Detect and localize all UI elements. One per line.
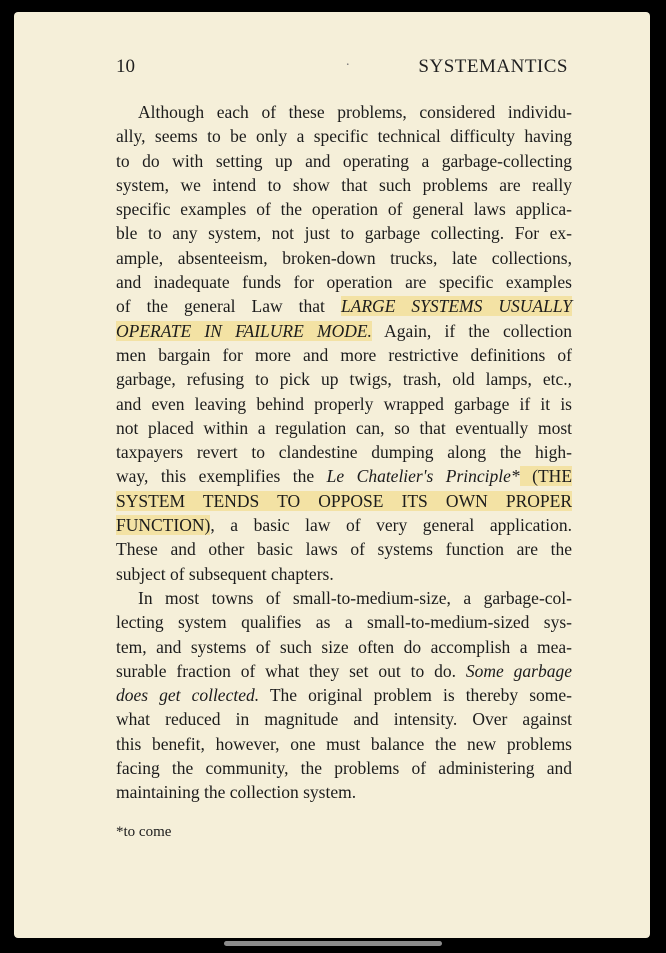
text-line: facing the community, the problems of administering and: [116, 758, 572, 779]
page-number: 10: [116, 56, 135, 77]
text-line: [116, 659, 572, 683]
principle-name: Le Chatelier's Principle*: [326, 466, 520, 487]
highlighted-law: SYSTEM TENDS TO OPPOSE ITS OWN PROPER: [116, 490, 572, 511]
text-line: tem, and systems of such size often do accomplish a mea-: [116, 636, 572, 657]
text-line: maintaining the collection system.: [116, 782, 357, 803]
text-fragment: way, this exemplifies the: [116, 466, 327, 487]
text-line: and inadequate funds for operation are specific examples: [116, 272, 572, 293]
page-header: [116, 52, 570, 82]
text-line: this benefit, however, one must balance the new problems: [116, 733, 572, 754]
text-line: ample, absenteeism, broken-down trucks, late collections,: [116, 247, 572, 268]
text-line: what reduced in magnitude and intensity. Over against: [116, 709, 572, 730]
running-head: SYSTEMANTICS: [418, 56, 568, 77]
emphasis-text: does get collected.: [116, 685, 260, 706]
body-text: [116, 100, 572, 805]
text-line: Although each of these problems, considered individu-: [138, 102, 572, 122]
text-fragment: of the general Law that: [116, 296, 341, 317]
text-line: ally, seems to be only a specific technical difficulty having: [116, 126, 572, 147]
highlighted-law: OPERATE IN FAILURE MODE.: [116, 320, 372, 341]
home-indicator-bar[interactable]: [224, 941, 442, 946]
text-line: men bargain for more and more restrictive definitions of: [116, 344, 572, 365]
text-line: [116, 294, 572, 318]
emphasis-text: Some garbage: [465, 660, 573, 681]
text-line: taxpayers revert to clandestine dumping along the high-: [116, 442, 572, 463]
paragraph-2: [116, 586, 572, 805]
text-fragment: , a basic law of very general application.: [210, 515, 572, 536]
text-line: specific examples of the operation of general laws applica-: [116, 199, 572, 220]
text-line: [116, 319, 572, 343]
text-line: lecting system qualifies as a small-to-medium-sized sys-: [116, 612, 572, 633]
highlighted-law: FUNCTION): [116, 515, 211, 536]
text-fragment: surable fraction of what they set out to do.: [116, 660, 466, 681]
highlighted-law: LARGE SYSTEMS USUALLY: [340, 296, 572, 317]
text-line: and even leaving behind properly wrapped garbage if it is: [116, 393, 572, 414]
text-line: not placed within a regulation can, so that eventually most: [116, 417, 572, 438]
text-line: [116, 683, 572, 707]
text-line: ble to any system, not just to garbage collecting. For ex-: [116, 223, 572, 244]
text-line: These and other basic laws of systems function are the: [116, 539, 572, 560]
highlighted-law: (THE: [519, 466, 573, 487]
header-separator: .: [346, 54, 350, 69]
text-line: [116, 489, 572, 513]
footnote: *to come: [116, 824, 172, 840]
text-line: [116, 464, 572, 488]
text-line: subject of subsequent chapters.: [116, 563, 334, 584]
text-line: [116, 513, 572, 537]
text-line: garbage, refusing to pick up twigs, trash, old lamps, etc.,: [116, 369, 572, 390]
paragraph-1: [116, 100, 572, 586]
text-fragment: Again, if the collection: [371, 320, 572, 341]
text-line: In most towns of small-to-medium-size, a garbage-col-: [138, 587, 572, 608]
text-fragment: The original problem is thereby some-: [259, 685, 572, 706]
text-line: system, we intend to show that such problems are really: [116, 174, 572, 195]
text-line: to do with setting up and operating a garbage-collecting: [116, 150, 572, 171]
